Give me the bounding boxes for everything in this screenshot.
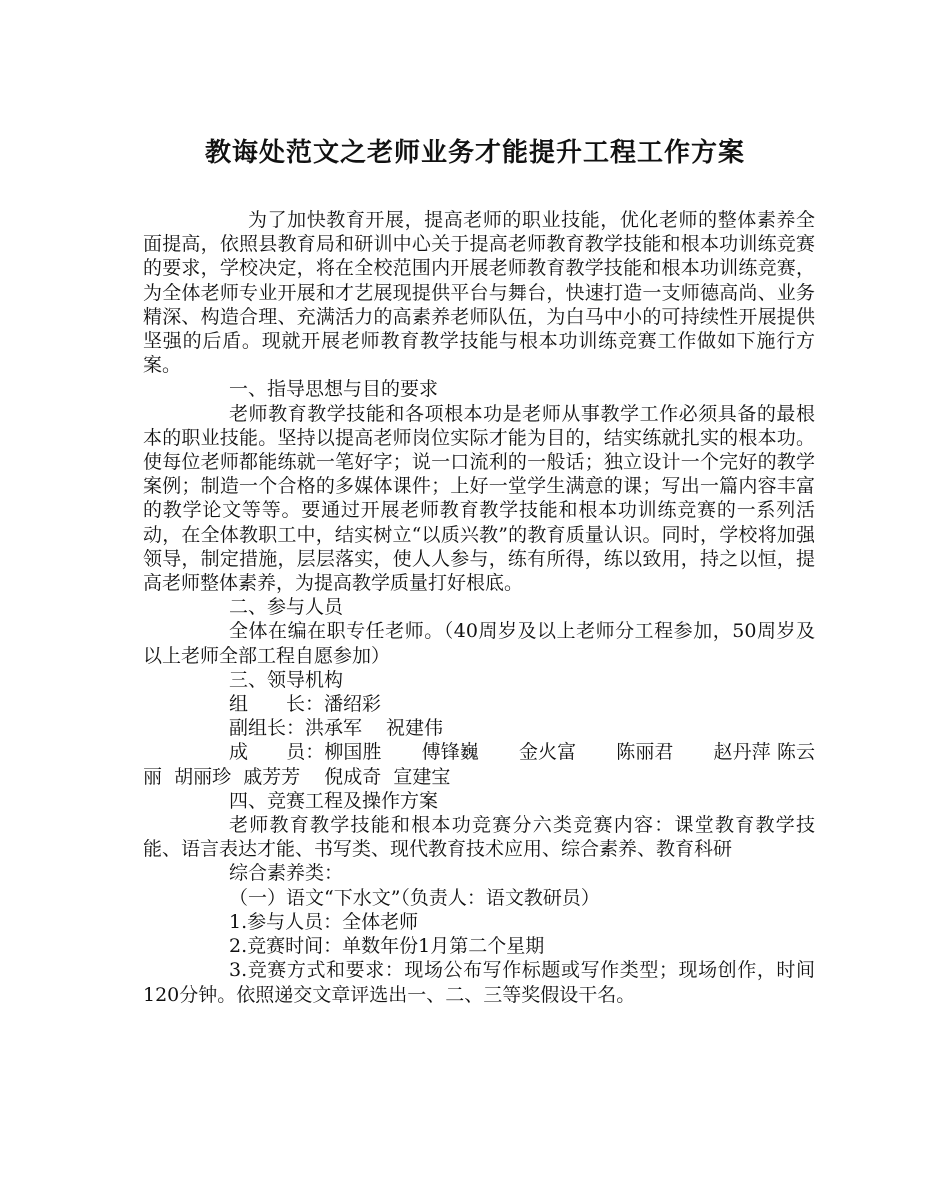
member-name: 陈丽君 bbox=[616, 741, 674, 764]
document-body bbox=[143, 208, 815, 1007]
section-heading-3: 三、领导机构 bbox=[229, 668, 344, 691]
section-paragraph-1: 老师教育教学技能和各项根本功是老师从事教学工作必须具备的最根本的职业技能。坚持以提高老师岗位实际才能为目的，结实练就扎实的根本功。使每位老师都能练就一笔好字；说一口流利的一般话；独立设计一个完好的教学案例；制造一个合格的多媒体课件；上好一堂学生满意的课；写出一篇内容丰富的教学论文等等。要通过开展老师教育教学技能和根本功训练竞赛的一系列活动，在全体教职工中，结实树立“以质兴教”的教育质量认识。同时，学校将加强领导，制定措施，层层落实，使人人参与，练有所得，练以致用，持之以恒，提高老师整体素养，为提高教学质量打好根底。 bbox=[143, 402, 815, 595]
section-paragraph-2: 全体在编在职专任老师。（40周岁及以上老师分工程参加，50周岁及以上老师全部工程自愿参加） bbox=[143, 620, 815, 667]
leader-name: 潘绍彩 bbox=[324, 693, 382, 716]
deputy-label: 副组长： bbox=[229, 717, 306, 740]
section-heading-2: 二、参与人员 bbox=[229, 596, 344, 619]
member-name: 赵丹萍 bbox=[713, 741, 771, 764]
category-heading: 综合素养类： bbox=[229, 862, 344, 885]
intro-paragraph: 为了加快教育开展，提高老师的职业技能，优化老师的整体素养全面提高，依照县教育局和研训中心关于提高老师教育教学技能和根本功训练竞赛的要求，学校决定，将在全校范围内开展老师教育教学技能和根本功训练竞赛，为全体老师专业开展和才艺展现提供平台与舞台，快速打造一支师德高尚、业务精深、构造合理、充满活力的高素养老师队伍，为白马中小的可持续性开展提供坚强的后盾。现就开展老师教育教学技能与根本功训练竞赛工作做如下施行方案。 bbox=[143, 209, 815, 377]
deputy-line bbox=[143, 716, 815, 740]
section-heading-4: 四、竞赛工程及操作方案 bbox=[229, 789, 439, 812]
member-name: 戚芳芳 bbox=[243, 765, 301, 788]
deputy-name: 祝建伟 bbox=[386, 717, 444, 740]
member-name: 傅锋巍 bbox=[421, 741, 479, 764]
member-name: 胡丽珍 bbox=[174, 765, 232, 788]
document-title: 教诲处范文之老师业务才能提升工程工作方案 bbox=[204, 138, 745, 168]
list-item: 2.竞赛时间：单数年份1月第二个星期 bbox=[229, 935, 545, 958]
subsection-heading: （一）语文“下水文”（负责人：语文教研员） bbox=[229, 886, 600, 909]
list-item: 3.竞赛方式和要求：现场公布写作标题或写作类型；现场创作，时间120分钟。依照递交文章评选出一、二、三等奖假设干名。 bbox=[143, 959, 815, 1006]
members-line bbox=[143, 740, 815, 788]
section-paragraph-4: 老师教育教学技能和根本功竞赛分六类竞赛内容：课堂教育教学技能、语言表达才能、书写类、现代教育技术应用、综合素养、教育科研 bbox=[143, 814, 815, 861]
member-name: 金火富 bbox=[518, 741, 577, 764]
deputy-name: 洪承军 bbox=[305, 717, 363, 740]
member-name: 柳国胜 bbox=[324, 741, 382, 764]
members-label: 成 员： bbox=[229, 741, 325, 764]
member-name: 倪成奇 bbox=[324, 765, 382, 788]
section-heading-1: 一、指导思想与目的要求 bbox=[229, 378, 439, 401]
member-name: 宣建宝 bbox=[393, 765, 451, 788]
leader-line bbox=[143, 692, 815, 716]
leader-label: 组 长： bbox=[229, 693, 325, 716]
member-name: 陈云丽 bbox=[143, 741, 815, 788]
list-item: 1.参与人员：全体老师 bbox=[229, 910, 419, 933]
